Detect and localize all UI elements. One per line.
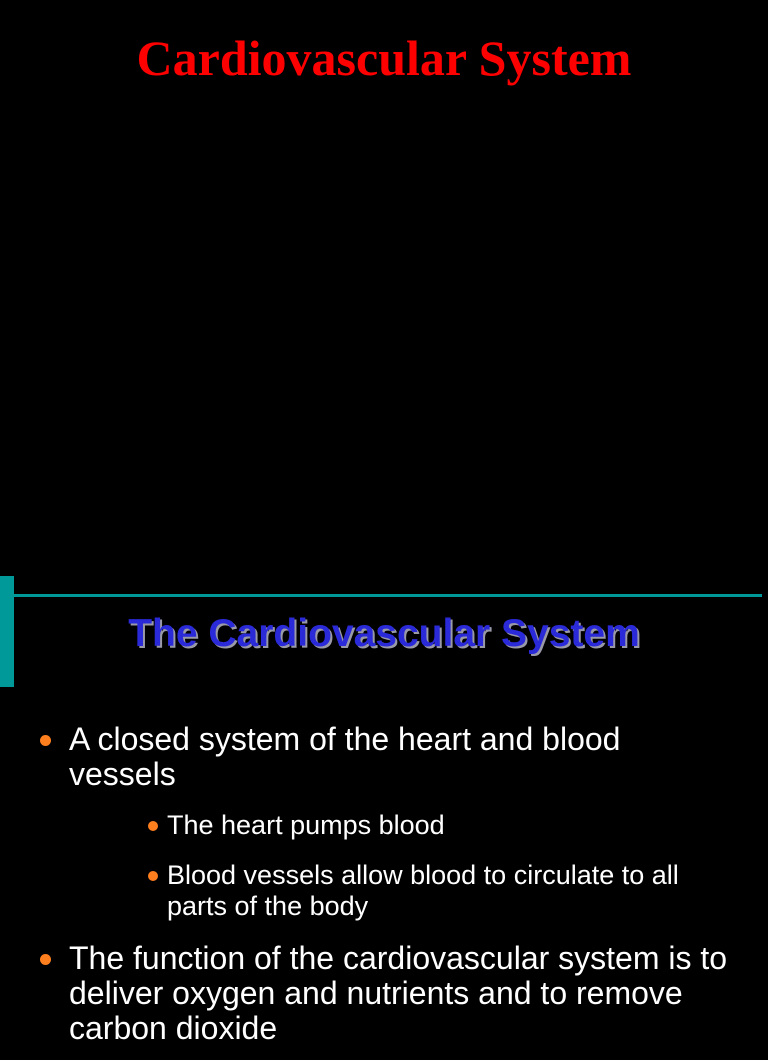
document-title: Cardiovascular System — [136, 30, 632, 86]
list-item — [138, 810, 728, 841]
bullet-list — [0, 722, 768, 1060]
sub-bullet-list — [69, 810, 728, 922]
bullet-dot-icon — [40, 735, 51, 746]
slide-title: The Cardiovascular System — [128, 612, 640, 655]
list-item — [138, 860, 728, 922]
list-item — [0, 722, 768, 922]
bullet-text: The function of the cardiovascular system is to deliver oxygen and nutrients and to remove carbon dioxide — [69, 940, 728, 1046]
bullet-dot-icon — [40, 954, 51, 965]
bullet-text: A closed system of the heart and blood vessels — [69, 721, 621, 792]
title-divider — [14, 594, 762, 597]
bullet-dot-icon — [148, 871, 158, 881]
sub-bullet-text: The heart pumps blood — [167, 810, 445, 840]
sub-bullet-text: Blood vessels allow blood to circulate to all parts of the body — [167, 860, 679, 921]
list-item — [0, 941, 768, 1046]
bullet-dot-icon — [148, 821, 158, 831]
